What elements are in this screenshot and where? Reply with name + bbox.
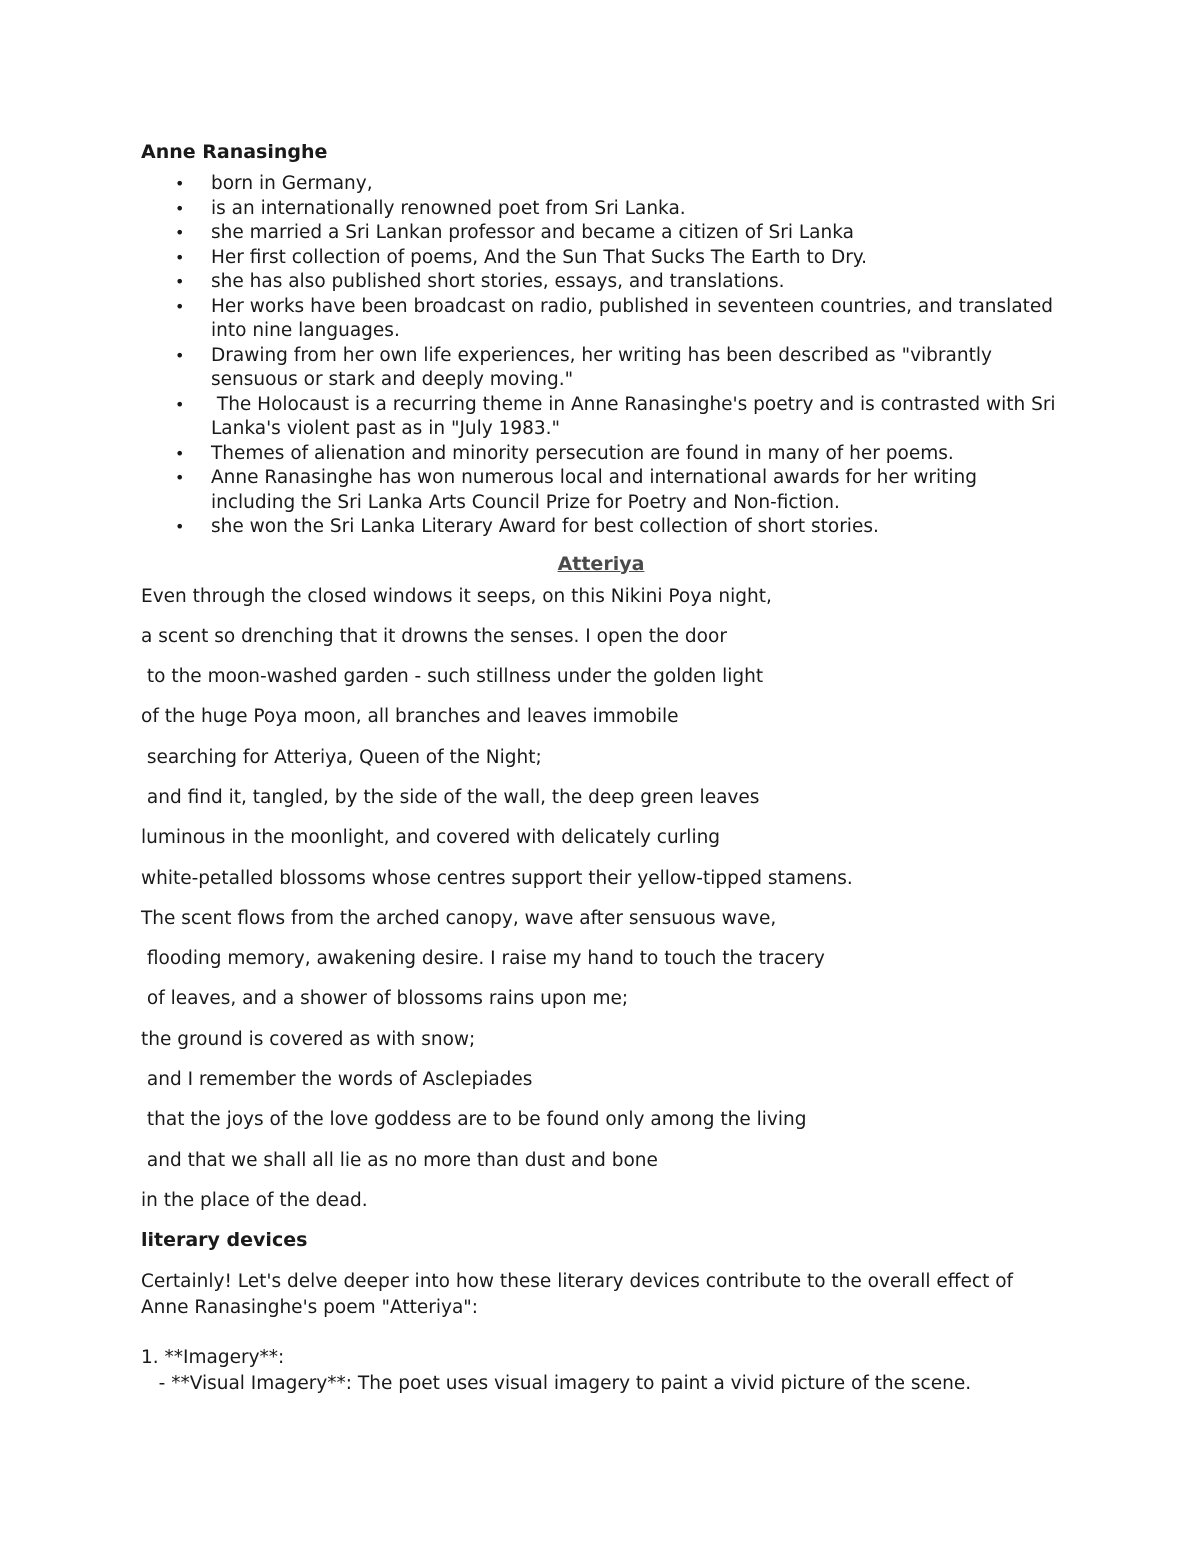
poem-line: and that we shall all lie as no more than dust and bone (141, 1149, 658, 1171)
list-item (141, 466, 1061, 515)
poem-line: and find it, tangled, by the side of the wall, the deep green leaves (141, 786, 760, 808)
poem-title: Atteriya (557, 552, 645, 575)
list-item (141, 270, 1061, 295)
list-item-text: Anne Ranasinghe has won numerous local and international awards for her writing including the Sri Lanka Arts Council Prize for Poetry and Non-fiction. (211, 467, 978, 513)
bullet-icon: • (175, 223, 185, 242)
poem-line: the ground is covered as with snow; (141, 1028, 476, 1050)
list-item-text: Drawing from her own life experiences, her writing has been described as "vibrantly sensuous or stark and deeply moving." (211, 344, 992, 390)
sub-item: - **Visual Imagery**: The poet uses visual imagery to paint a vivid picture of the scene. (141, 1373, 972, 1395)
bullet-icon: • (175, 394, 185, 414)
poem-line: a scent so drenching that it drowns the senses. I open the door (141, 625, 727, 647)
list-item-text: is an internationally renowned poet from Sri Lanka. (211, 197, 686, 219)
numbered-item: 1. **Imagery**: (141, 1347, 285, 1369)
list-item-text: she married a Sri Lankan professor and became a citizen of Sri Lanka (211, 222, 854, 243)
bio-list (141, 172, 1061, 540)
poem-line: in the place of the dead. (141, 1189, 368, 1211)
list-item-text: she won the Sri Lanka Literary Award for best collection of short stories. (211, 516, 879, 537)
poem-line: to the moon-washed garden - such stillness under the golden light (141, 666, 764, 688)
poem-line: that the joys of the love goddess are to be found only among the living (141, 1109, 807, 1131)
section-heading: literary devices (141, 1229, 308, 1252)
poem-line: of the huge Poya moon, all branches and leaves immobile (141, 706, 679, 728)
bullet-icon: • (175, 247, 185, 267)
list-item-text: The Holocaust is a recurring theme in Anne Ranasinghe's poetry and is contrasted with Sri Lanka's violent past as in "July 1983." (211, 393, 1062, 439)
list-item-text: born in Germany, (211, 173, 373, 194)
poem-line: The scent flows from the arched canopy, wave after sensuous wave, (141, 907, 777, 929)
poem-line: of leaves, and a shower of blossoms rains upon me; (141, 988, 629, 1010)
list-item (141, 344, 1061, 393)
list-item (141, 295, 1061, 344)
list-item (141, 393, 1061, 442)
list-item (141, 172, 1061, 197)
poem-line: white-petalled blossoms whose centres support their yellow-tipped stamens. (141, 867, 853, 889)
list-item-text: Her works have been broadcast on radio, published in seventeen countries, and translated into nine languages. (211, 295, 1054, 341)
poem-line: Even through the closed windows it seeps, on this Nikini Poya night, (141, 585, 772, 607)
list-item-text: she has also published short stories, essays, and translations. (211, 271, 785, 292)
poem-line: luminous in the moonlight, and covered with delicately curling (141, 827, 721, 849)
author-heading: Anne Ranasinghe (141, 141, 328, 163)
bullet-icon: • (175, 468, 185, 487)
bullet-icon: • (175, 296, 185, 316)
list-item (141, 197, 1061, 222)
bullet-icon: • (175, 198, 185, 218)
bullet-icon: • (175, 517, 185, 536)
poem-line: flooding memory, awakening desire. I raise my hand to touch the tracery (141, 948, 825, 970)
list-item-text: Themes of alienation and minority persecution are found in many of her poems. (211, 442, 954, 464)
list-item (141, 246, 1061, 271)
document-page (141, 138, 1061, 1397)
bullet-icon: • (175, 272, 185, 291)
poem-line: and I remember the words of Asclepiades (141, 1069, 533, 1091)
list-item (141, 221, 1061, 246)
bullet-icon: • (175, 345, 185, 365)
list-item-text: Her first collection of poems, And the Sun That Sucks The Earth to Dry. (211, 246, 867, 268)
list-item (141, 515, 1061, 540)
poem-line: searching for Atteriya, Queen of the Night; (141, 746, 542, 768)
list-item (141, 442, 1061, 467)
poem-body (141, 577, 1061, 1222)
bullet-icon: • (175, 443, 185, 463)
bullet-icon: • (175, 174, 185, 193)
intro-paragraph: Certainly! Let's delve deeper into how these literary devices contribute to the overall effect of Anne Ranasinghe's poem "Atteriya": (141, 1271, 1014, 1319)
